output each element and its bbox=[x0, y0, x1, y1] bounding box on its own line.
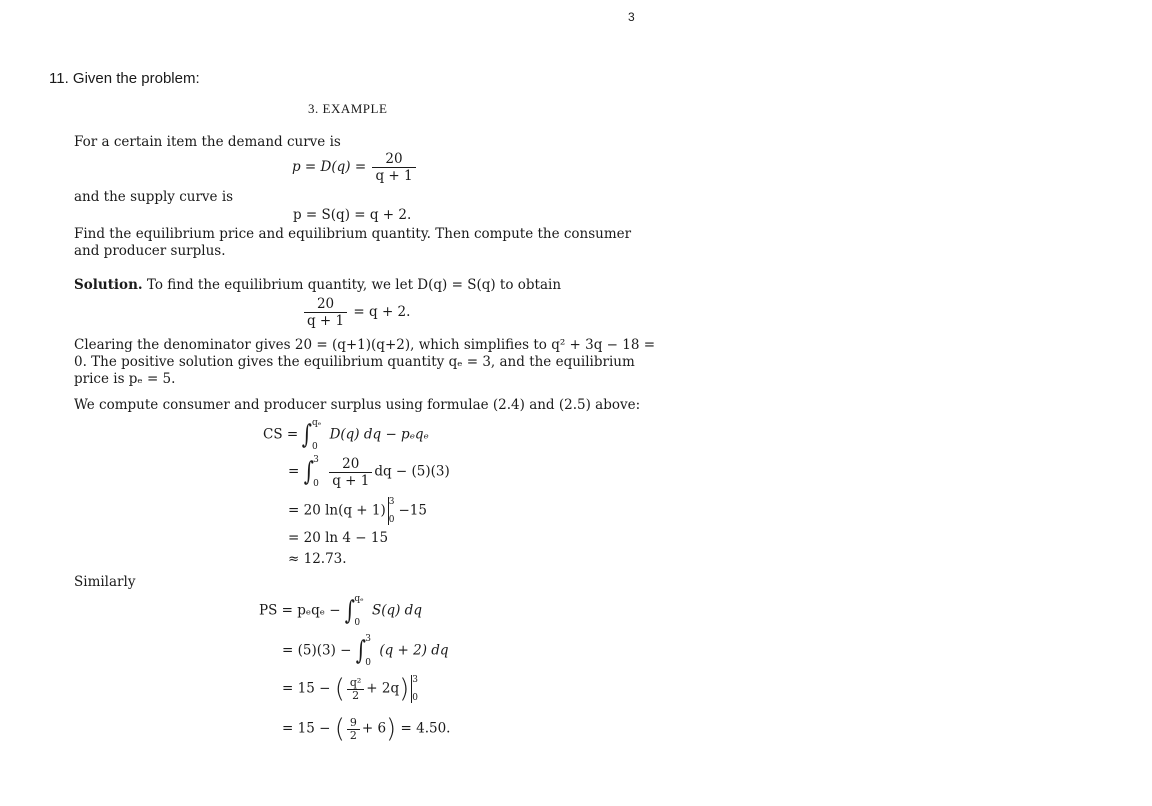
integral-sign: ∫ bbox=[303, 457, 314, 487]
problem-label: 11. Given the problem: bbox=[49, 70, 200, 87]
demand-equation bbox=[292, 151, 418, 184]
cs-l2-fraction bbox=[329, 456, 372, 489]
clear-line-3: price is pₑ = 5. bbox=[74, 371, 176, 387]
cs-l3-rest: −15 bbox=[398, 502, 427, 519]
setup-fraction bbox=[304, 296, 347, 329]
cs-l3: = 20 ln(q + 1) bbox=[288, 502, 386, 519]
page-number: 3 bbox=[628, 10, 635, 24]
ps-l1-integrand: S(q) dq bbox=[371, 602, 422, 619]
cs-line-1 bbox=[263, 418, 429, 452]
ps-line-2 bbox=[282, 634, 449, 668]
intro-text: For a certain item the demand curve is bbox=[74, 134, 341, 150]
ps-l3-pre: = 15 − bbox=[282, 680, 331, 697]
ps-l4-post: = 4.50. bbox=[400, 720, 451, 737]
ps-line-1 bbox=[259, 594, 422, 628]
ps-l1-limits: qₑ 0 bbox=[354, 594, 364, 628]
demand-fraction bbox=[372, 151, 415, 184]
solution-label: Solution. bbox=[74, 277, 143, 293]
solution-paragraph bbox=[74, 277, 561, 294]
left-paren: ( bbox=[334, 674, 345, 704]
integral-sign: ∫ bbox=[302, 420, 313, 450]
similarly-text: Similarly bbox=[74, 574, 136, 590]
setup-denominator: q + 1 bbox=[307, 313, 345, 329]
ps-line-4 bbox=[282, 714, 450, 744]
ps-l4-pre: = 15 − bbox=[282, 720, 331, 737]
clear-line-1: Clearing the denominator gives 20 = (q+1)(q+2), which simplifies to q² + 3q − 18 = bbox=[74, 337, 656, 353]
supply-intro: and the supply curve is bbox=[74, 189, 234, 205]
right-paren: ) bbox=[386, 714, 397, 744]
cs-line-5: ≈ 12.73. bbox=[288, 551, 347, 567]
cs-line-2 bbox=[288, 455, 450, 489]
right-paren: ) bbox=[399, 674, 410, 704]
supply-equation: p = S(q) = q + 2. bbox=[293, 207, 412, 223]
ps-l2-pre: = (5)(3) − bbox=[282, 642, 352, 659]
integral-sign: ∫ bbox=[344, 596, 355, 626]
equilibrium-setup bbox=[302, 296, 410, 329]
ps-l3-limits: 3 0 bbox=[412, 675, 419, 703]
solution-text: To find the equilibrium quantity, we let D(q) = S(q) to obtain bbox=[146, 277, 562, 293]
cs-lhs: CS = bbox=[263, 426, 299, 443]
cs-l2-denominator: q + 1 bbox=[332, 472, 370, 489]
ps-l4-fraction: $\frac{9}{2}$ bbox=[347, 717, 360, 742]
ps-l3-mid: + 2q bbox=[366, 680, 400, 697]
left-paren: ( bbox=[334, 714, 345, 744]
setup-rhs: = q + 2. bbox=[353, 304, 411, 320]
ps-lhs: PS = pₑqₑ − bbox=[259, 602, 341, 619]
compute-line: We compute consumer and producer surplus using formulae (2.4) and (2.5) above: bbox=[74, 397, 641, 413]
cs-l2-rest: dq − (5)(3) bbox=[374, 463, 450, 480]
cs-l2-limits: 3 0 bbox=[313, 455, 319, 489]
ps-l4-mid: + 6 bbox=[361, 720, 387, 737]
cs-line-4: = 20 ln 4 − 15 bbox=[288, 530, 389, 546]
ps-l2-integrand: (q + 2) dq bbox=[379, 642, 449, 659]
task-line-2: and producer surplus. bbox=[74, 243, 226, 259]
cs-l2-eq: = bbox=[288, 463, 300, 480]
demand-lhs: p = D(q) = bbox=[292, 159, 367, 175]
cs-line-3 bbox=[288, 497, 427, 525]
ps-l3-fraction: $\frac{\text{q²}}{2}$ bbox=[347, 677, 364, 702]
setup-numerator: 20 bbox=[304, 296, 347, 313]
integral-sign: ∫ bbox=[355, 636, 366, 666]
cs-l3-limits: 3 0 bbox=[388, 497, 395, 525]
task-line-1: Find the equilibrium price and equilibrium quantity. Then compute the consumer bbox=[74, 226, 632, 242]
clear-line-2: 0. The positive solution gives the equilibrium quantity qₑ = 3, and the equilibrium bbox=[74, 354, 635, 370]
cs-l2-numerator: 20 bbox=[329, 456, 372, 473]
cs-l1-integrand: D(q) dq − pₑqₑ bbox=[329, 426, 429, 443]
ps-l2-limits: 3 0 bbox=[365, 634, 372, 668]
demand-numerator: 20 bbox=[372, 151, 415, 168]
ps-line-3 bbox=[282, 674, 422, 704]
cs-l1-limits: qₑ 0 bbox=[312, 418, 322, 452]
section-heading: 3. EXAMPLE bbox=[308, 101, 388, 116]
demand-denominator: q + 1 bbox=[375, 168, 413, 184]
